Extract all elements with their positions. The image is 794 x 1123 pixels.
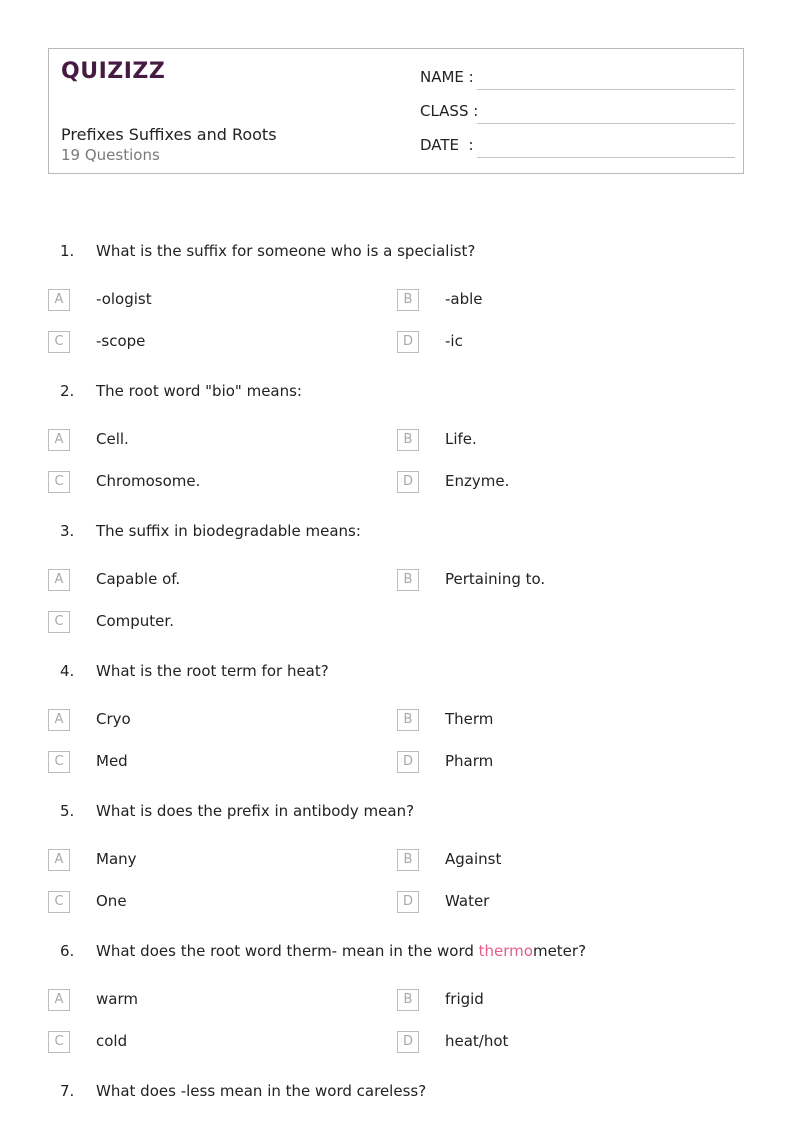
name-line[interactable] [477, 89, 735, 90]
option-letter: A [48, 709, 70, 731]
question-text-after: meter? [532, 942, 587, 960]
option-text: Pertaining to. [445, 570, 546, 588]
name-field[interactable] [420, 68, 734, 90]
question-text: What does -less mean in the word careless? [96, 1082, 427, 1100]
class-field[interactable] [420, 102, 734, 124]
class-label: CLASS : [420, 102, 479, 120]
option-text: heat/hot [445, 1032, 509, 1050]
option-text: Many [96, 850, 137, 868]
question-number: 5. [60, 802, 75, 820]
worksheet-title: Prefixes Suffixes and Roots [61, 125, 277, 144]
question-number: 6. [60, 942, 75, 960]
option-letter: B [397, 289, 419, 311]
option-text: Water [445, 892, 490, 910]
option-letter: D [397, 471, 419, 493]
option-letter: D [397, 1031, 419, 1053]
option-text: Enzyme. [445, 472, 510, 490]
option-letter: B [397, 849, 419, 871]
option-text: frigid [445, 990, 484, 1008]
option-letter: D [397, 891, 419, 913]
option-letter: A [48, 429, 70, 451]
option-text: Chromosome. [96, 472, 201, 490]
option-letter: B [397, 569, 419, 591]
question-text: What is does the prefix in antibody mean? [96, 802, 415, 820]
option-text: One [96, 892, 127, 910]
option-text: -able [445, 290, 483, 308]
question-number: 4. [60, 662, 75, 680]
option-letter: A [48, 989, 70, 1011]
option-text: Med [96, 752, 128, 770]
question-number: 2. [60, 382, 75, 400]
question-text: What is the suffix for someone who is a specialist? [96, 242, 476, 260]
option-letter: B [397, 989, 419, 1011]
question-count: 19 Questions [61, 146, 160, 164]
option-text: -ic [445, 332, 463, 350]
option-letter: C [48, 471, 70, 493]
question-text: The suffix in biodegradable means: [96, 522, 361, 540]
question-number: 3. [60, 522, 75, 540]
option-text: -ologist [96, 290, 152, 308]
option-text: Cell. [96, 430, 129, 448]
question-text-before: What does the root word therm- mean in the word [96, 942, 479, 960]
option-letter: B [397, 429, 419, 451]
option-letter: B [397, 709, 419, 731]
date-field[interactable] [420, 136, 734, 158]
option-text: -scope [96, 332, 146, 350]
question-text: The root word "bio" means: [96, 382, 302, 400]
option-letter: C [48, 751, 70, 773]
name-label: NAME : [420, 68, 474, 86]
option-text: cold [96, 1032, 128, 1050]
date-line[interactable] [477, 157, 735, 158]
question-text: What is the root term for heat? [96, 662, 329, 680]
option-text: Computer. [96, 612, 174, 630]
option-letter: A [48, 569, 70, 591]
option-text: Life. [445, 430, 477, 448]
option-letter: D [397, 751, 419, 773]
question-text [96, 942, 586, 960]
option-letter: A [48, 849, 70, 871]
worksheet-header [48, 48, 744, 174]
option-letter: A [48, 289, 70, 311]
option-text: Pharm [445, 752, 494, 770]
option-letter: C [48, 1031, 70, 1053]
option-text: warm [96, 990, 138, 1008]
question-number: 7. [60, 1082, 75, 1100]
quizizz-logo: QUIZIZZ [61, 59, 166, 84]
highlighted-word: thermo [478, 942, 533, 960]
class-line[interactable] [477, 123, 735, 124]
option-letter: C [48, 611, 70, 633]
option-letter: C [48, 331, 70, 353]
question-number: 1. [60, 242, 75, 260]
option-text: Cryo [96, 710, 131, 728]
option-text: Therm [445, 710, 494, 728]
date-label: DATE : [420, 136, 474, 154]
option-letter: C [48, 891, 70, 913]
option-letter: D [397, 331, 419, 353]
option-text: Against [445, 850, 502, 868]
option-text: Capable of. [96, 570, 181, 588]
